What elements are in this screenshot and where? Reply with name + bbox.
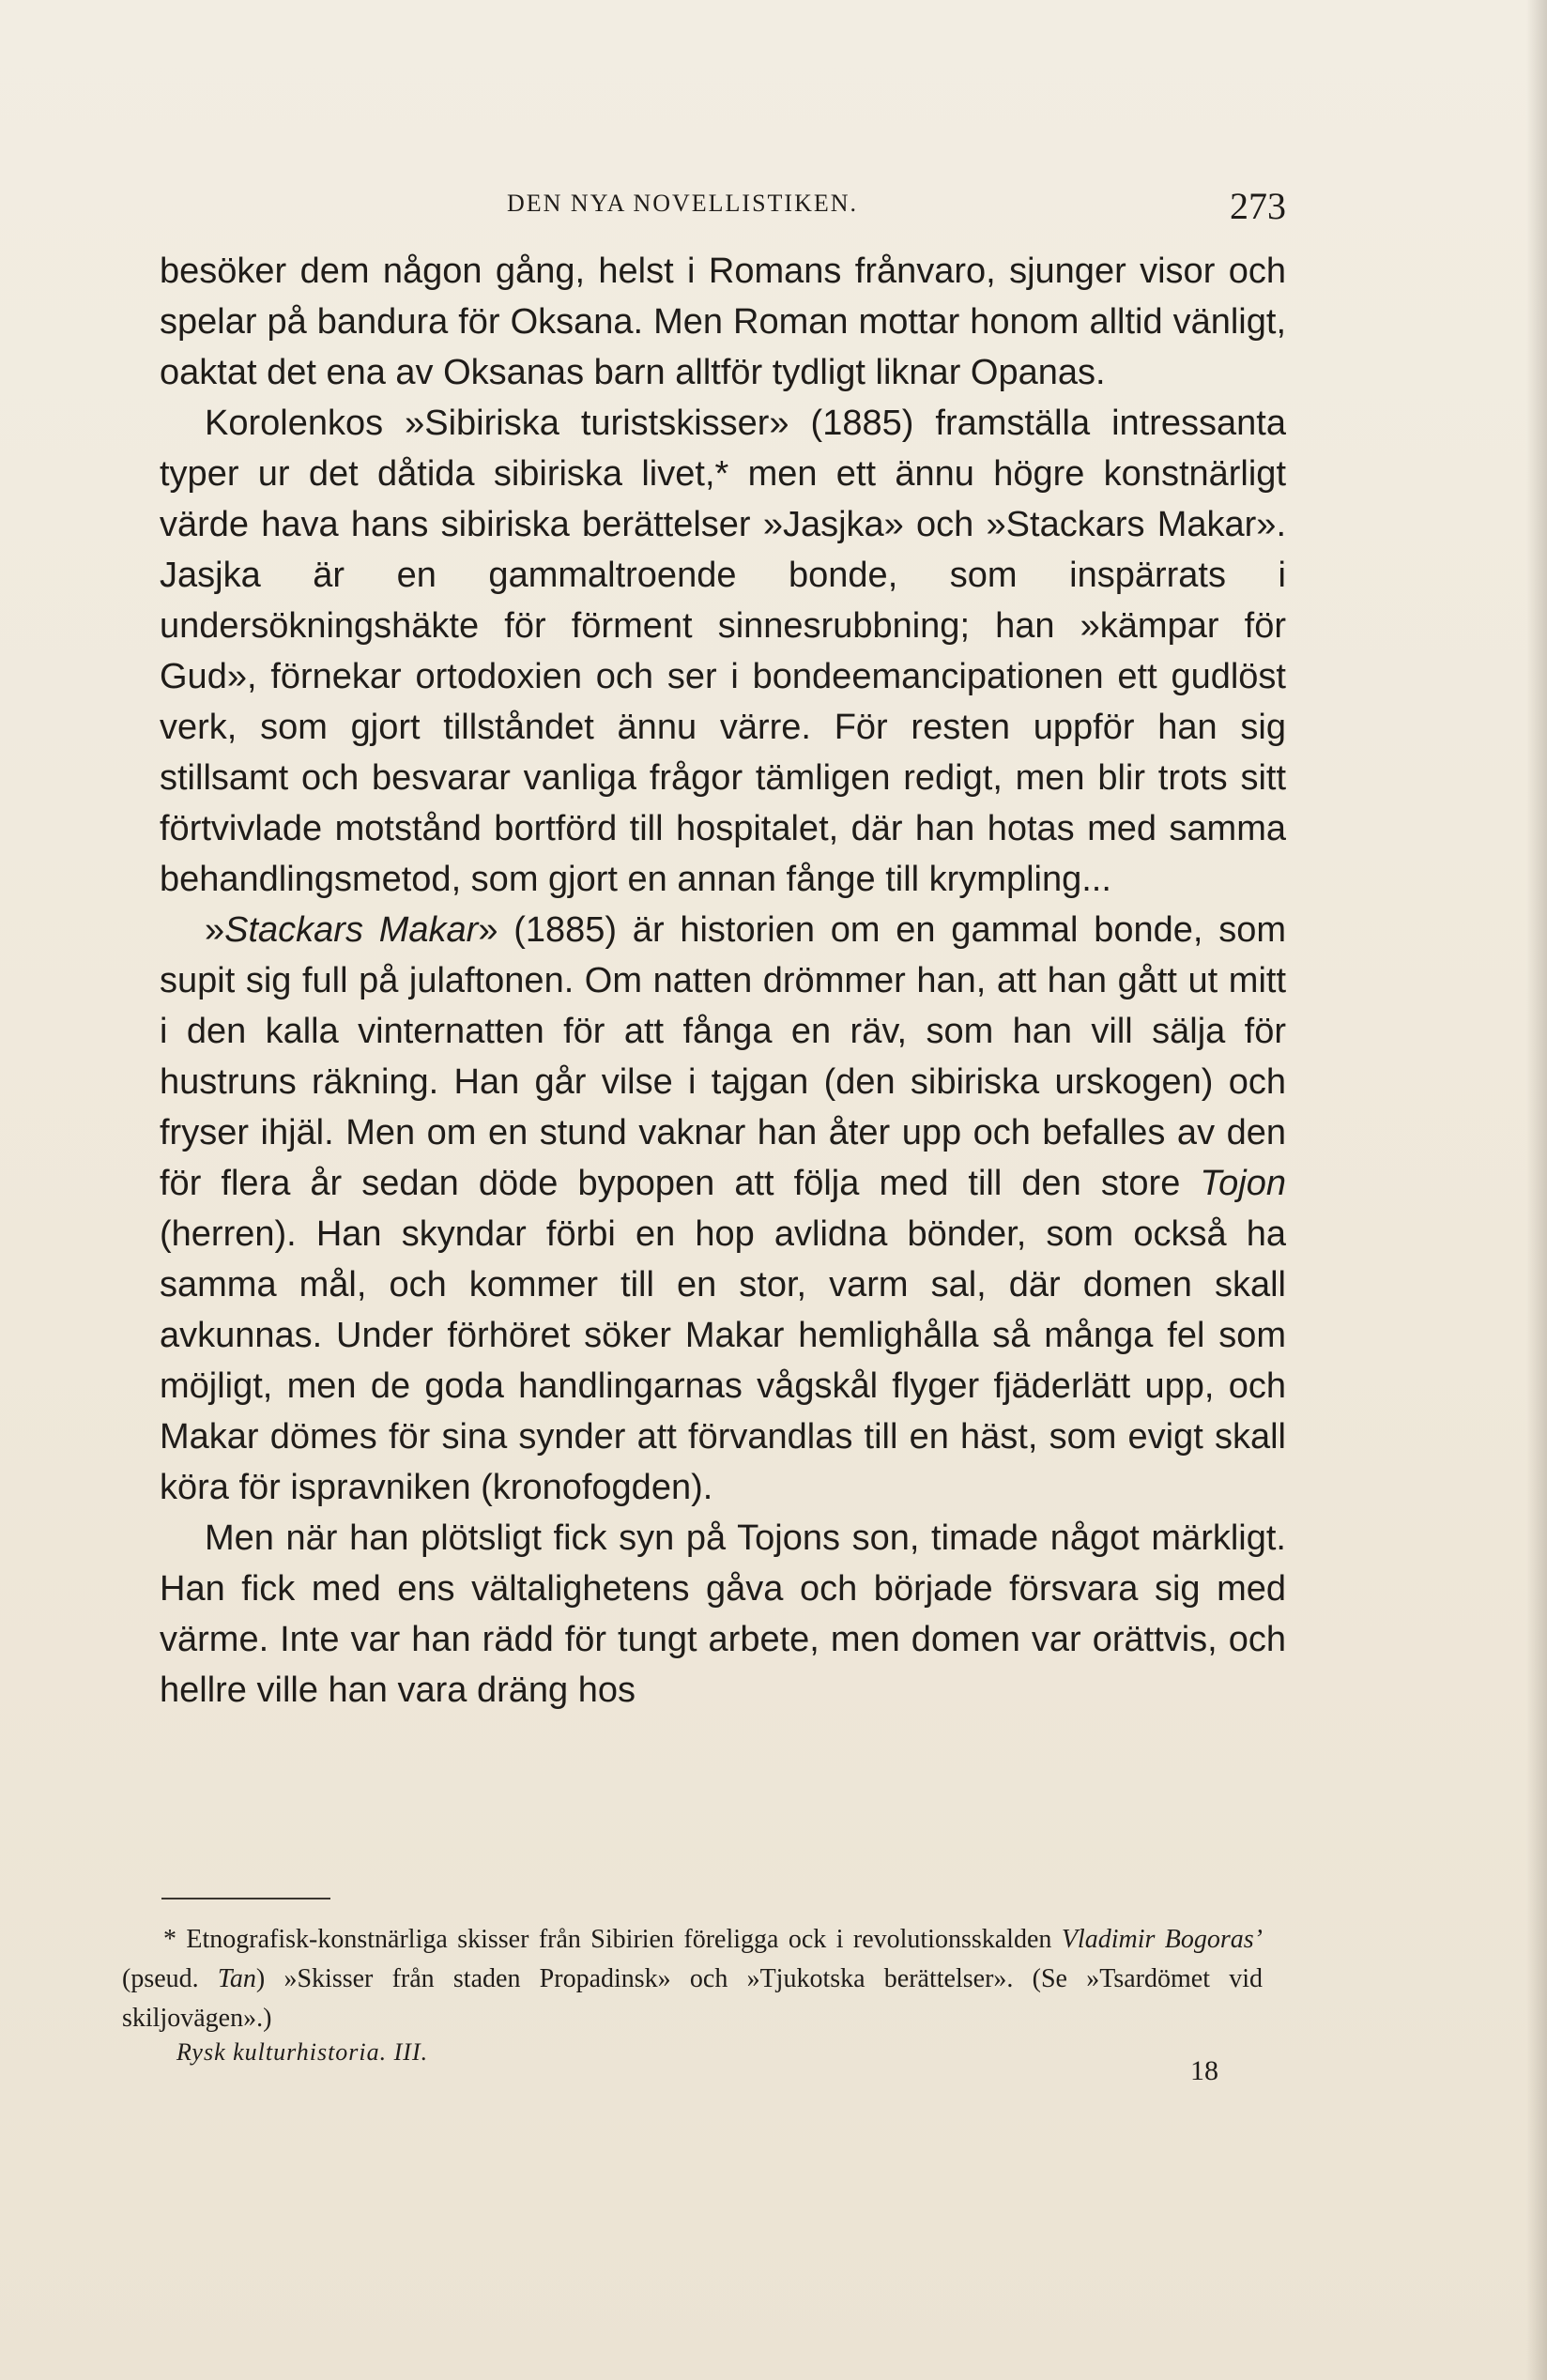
footnote-pseudonym: Tan [217,1964,256,1993]
text-run: Korolenkos »Sibiriska turistskisser» (1885) framställa intressanta typer ur det dåtida sibiriska livet,* men ett ännu högre konstnärligt värde hava hans sibiriska berättelser »Jasjka» och »Stackars Makar». Jasjka är en gammaltroende bonde, som inspärrats i undersökningshäkte för förment sinnesrubbning; han »kämpar för Gud», förnekar ortodoxien och ser i bondeemancipationen ett gudlöst verk, som gjort tillståndet ännu värre. För resten uppför han sig stillsamt och besvarar vanliga frågor tämligen redigt, men blir trots sitt förtvivlade motstånd bortförd till hospitalet, där han hotas med samma behandlingsmetod, som gjort en annan fånge till krympling... [160,404,1286,899]
page-number: 273 [1230,185,1286,227]
paragraph [160,905,1286,1513]
italic-term: Tojon [1200,1164,1286,1203]
footnote-text: ) »Skisser från staden Propadinsk» och »Tjukotska berättelser». (Se »Tsardömet vid skiljovägen».) [122,1964,1263,2033]
text-run: Men när han plötsligt fick syn på Tojons son, timade något märkligt. Han fick med ens vältalighetens gåva och började försvara sig med värme. Inte var han rädd för tungt arbete, men domen var orättvis, och hellre ville han vara dräng hos [160,1518,1286,1710]
page-edge-shadow [1526,0,1547,2380]
printer-signature: Rysk kulturhistoria. III. [176,2038,429,2066]
footnote-text: * Etnografisk-konstnärliga skisser från Sibirien föreligga ock i revolutionsskalden [163,1925,1062,1954]
paragraph [160,398,1286,905]
paragraph [160,246,1286,398]
footnote-text: (pseud. [122,1964,218,1993]
page-header [160,178,1286,235]
footnote-divider [161,1898,330,1899]
footnote [122,1920,1263,2038]
footnotes [122,1920,1263,2038]
sheet-number: 18 [1190,2055,1218,2086]
text-run: besöker dem någon gång, helst i Romans frånvaro, sjunger visor och spelar på bandura för Oksana. Men Roman mottar honom alltid vänligt, oaktat det ena av Oksanas barn alltför tydligt liknar Opanas. [160,252,1286,392]
text-run: » (1885) är historien om en gammal bonde, som supit sig full på julaftonen. Om natten drömmer han, att han gått ut mitt i den kalla vinternatten för att fånga en räv, som han vill sälja för hustruns räkning. Han går vilse i tajgan (den sibiriska urskogen) och fryser ihjäl. Men om en stund vaknar han åter upp och befalles av den för flera år sedan döde bypopen att följa med till den store [160,910,1286,1203]
paragraph [160,1513,1286,1716]
italic-title: Stackars Makar [224,910,479,950]
text-run: » [205,910,225,950]
body-text [160,246,1286,1716]
footnote-author: Vladimir Bogoras’ [1061,1925,1264,1954]
running-head: DEN NYA NOVELLISTIKEN. [507,190,859,217]
text-run: (herren). Han skyndar förbi en hop avlidna bönder, som också ha samma mål, och kommer till en stor, varm sal, där domen skall avkunnas. Under förhöret söker Makar hemlighålla så många fel som möjligt, men de goda handlingarnas vågskål flyger fjäderlätt upp, och Makar dömes för sina synder att förvandlas till en häst, som evigt skall köra för ispravniken (kronofogden). [160,1214,1286,1507]
